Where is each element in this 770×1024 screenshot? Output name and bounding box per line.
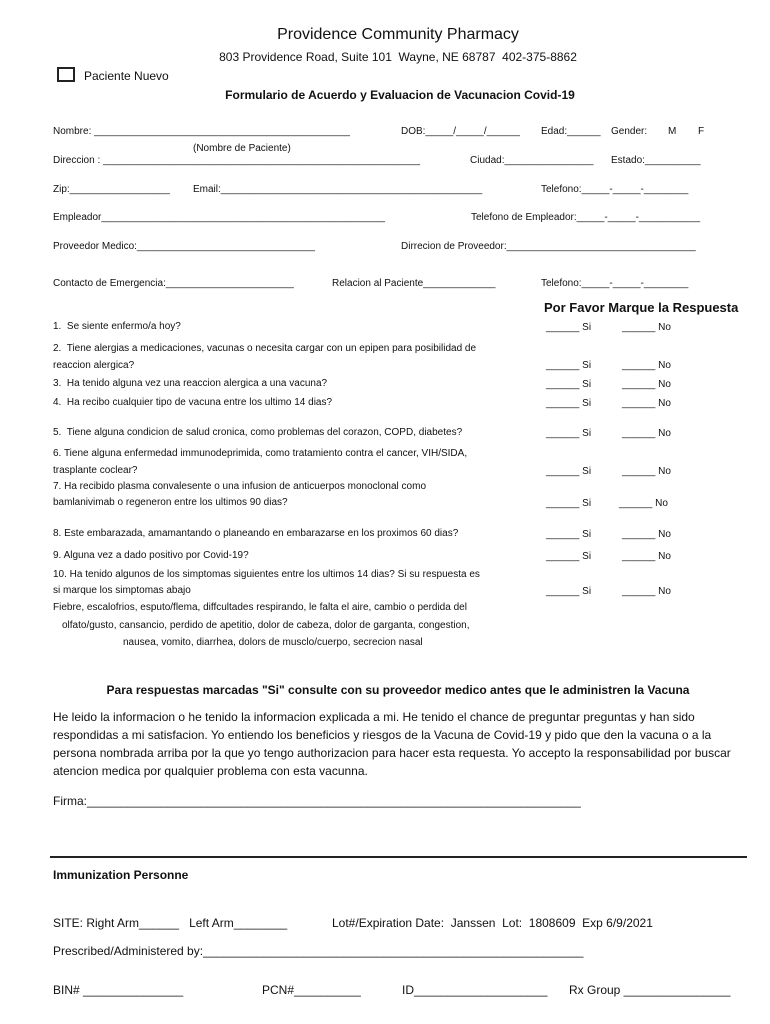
- id-field[interactable]: ID____________________: [402, 983, 548, 997]
- relacion-field[interactable]: Relacion al Paciente_____________: [332, 278, 496, 289]
- answer-si[interactable]: ______ Si: [546, 498, 592, 509]
- direccion-field[interactable]: Direccion : _________________________________________________________: [53, 155, 421, 166]
- answer-no[interactable]: ______ No: [622, 428, 671, 439]
- symptoms-line-1: Fiebre, escalofrios, esputo/flema, diffcultades respirando, le falta el aire, cambio o perdida del: [53, 602, 467, 613]
- answer-no[interactable]: ______ No: [622, 466, 671, 477]
- nombre-hint: (Nombre de Paciente): [193, 143, 291, 154]
- answer-no[interactable]: ______ No: [622, 379, 671, 390]
- gender-m-option[interactable]: M: [668, 126, 677, 137]
- nombre-field[interactable]: Nombre: ______________________________________________: [53, 126, 350, 137]
- question-7: 7. Ha recibido plasma convalesente o una infusion de anticuerpos monoclonal como: [53, 481, 427, 492]
- site-field[interactable]: SITE: Right Arm______ Left Arm________: [53, 916, 288, 930]
- answer-si[interactable]: ______ Si: [546, 586, 592, 597]
- answer-no[interactable]: ______ No: [622, 398, 671, 409]
- gender-f-option[interactable]: F: [698, 126, 705, 137]
- ciudad-field[interactable]: Ciudad:________________: [470, 155, 594, 166]
- answer-no[interactable]: ______ No: [622, 586, 671, 597]
- form-title: Formulario de Acuerdo y Evaluacion de Vacunacion Covid-19: [225, 88, 575, 102]
- question-6: 6. Tiene alguna enfermedad immunodeprimida, como tratamiento contra el cancer, VIH/SIDA,: [53, 448, 468, 459]
- gender-label: Gender:: [611, 126, 648, 137]
- dob-field[interactable]: DOB:_____/_____/______: [401, 126, 520, 137]
- pharmacy-name: Providence Community Pharmacy: [277, 26, 519, 43]
- answer-no[interactable]: ______ No: [622, 322, 671, 333]
- answer-no[interactable]: ______ No: [619, 498, 668, 509]
- question-5: 5. Tiene alguna condicion de salud cronica, como problemas del corazon, COPD, diabetes?: [53, 427, 463, 438]
- consult-warning: Para respuestas marcadas "Si" consulte con su proveedor medico antes que le administren la Vacuna: [106, 683, 690, 697]
- consent-paragraph: He leido la informacion o he tenido la informacion explicada a mi. He tenido el chance de preguntar preguntas y han sido respondidas a mi satisfacion. Yo entiendo los beneficios y riesgos de la Vacuna de Covid-19 y pido que den la vacuna o a la persona nombrada arriba por la que yo tengo authorizacion para hacer esta requesta. Yo accepto la responsabilidad por buscar atencion medica por qualquier problema con esta vacunna.: [53, 710, 731, 778]
- edad-field[interactable]: Edad:______: [541, 126, 601, 137]
- estado-field[interactable]: Estado:__________: [611, 155, 701, 166]
- contacto-emergencia-field[interactable]: Contacto de Emergencia:_______________________: [53, 278, 294, 289]
- symptoms-line-2: olfato/gusto, cansancio, perdido de apetitio, dolor de cabeza, dolor de garganta, congestion,: [62, 620, 470, 631]
- answer-si[interactable]: ______ Si: [546, 398, 592, 409]
- new-patient-checkbox[interactable]: [57, 67, 75, 82]
- question-2-cont: reaccion alergica?: [53, 360, 135, 371]
- answer-si[interactable]: ______ Si: [546, 322, 592, 333]
- question-3: 3. Ha tenido alguna vez una reaccion alergica a una vacuna?: [53, 378, 328, 389]
- answer-no[interactable]: ______ No: [622, 551, 671, 562]
- answer-si[interactable]: ______ Si: [546, 466, 592, 477]
- answer-si[interactable]: ______ Si: [546, 551, 592, 562]
- question-1: 1. Se siente enfermo/a hoy?: [53, 321, 181, 332]
- immunization-title: Immunization Personne: [53, 868, 189, 882]
- new-patient-label: Paciente Nuevo: [84, 69, 169, 83]
- symptoms-line-3: nausea, vomito, diarrhea, dolors de musclo/cuerpo, secrecion nasal: [123, 637, 423, 648]
- question-4: 4. Ha recibo cualquier tipo de vacuna entre los ultimo 14 dias?: [53, 397, 333, 408]
- question-7-cont: bamlanivimab o regeneron entre los ultimos 90 dias?: [53, 497, 288, 508]
- empleador-field[interactable]: Empleador___________________________________________________: [53, 212, 385, 223]
- answer-si[interactable]: ______ Si: [546, 529, 592, 540]
- answer-si[interactable]: ______ Si: [546, 360, 592, 371]
- direccion-proveedor-field[interactable]: Dirrecion de Proveedor:__________________________________: [401, 241, 696, 252]
- telefono-field[interactable]: Telefono:_____-_____-________: [541, 184, 689, 195]
- prescribed-by-field[interactable]: Prescribed/Administered by:_________________________________________________________: [53, 944, 584, 958]
- proveedor-field[interactable]: Proveedor Medico:________________________________: [53, 241, 315, 252]
- email-field[interactable]: Email:_______________________________________________: [193, 184, 483, 195]
- question-2: 2. Tiene alergias a medicaciones, vacunas o necesita cargar con un epipen para posibilidad de: [53, 343, 477, 354]
- section-divider: [50, 856, 747, 858]
- telefono-contacto-field[interactable]: Telefono:_____-_____-________: [541, 278, 689, 289]
- question-6-cont: trasplante coclear?: [53, 465, 138, 476]
- answer-heading: Por Favor Marque la Respuesta: [544, 300, 739, 315]
- bin-field[interactable]: BIN# _______________: [53, 983, 184, 997]
- question-10: 10. Ha tenido algunos de los simptomas siguientes entre los ultimos 14 dias? Si su respuesta es: [53, 569, 480, 580]
- pharmacy-address: 803 Providence Road, Suite 101 Wayne, NE 68787 402-375-8862: [219, 50, 577, 64]
- question-9: 9. Alguna vez a dado positivo por Covid-19?: [53, 550, 249, 561]
- question-8: 8. Este embarazada, amamantando o planeando en embarazarse en los proximos 60 dias?: [53, 528, 459, 539]
- answer-si[interactable]: ______ Si: [546, 428, 592, 439]
- answer-si[interactable]: ______ Si: [546, 379, 592, 390]
- answer-no[interactable]: ______ No: [622, 529, 671, 540]
- telefono-empleador-field[interactable]: Telefono de Empleador:_____-_____-___________: [471, 212, 701, 223]
- zip-field[interactable]: Zip:__________________: [53, 184, 170, 195]
- question-10-cont: si marque los simptomas abajo: [53, 585, 191, 596]
- pcn-field[interactable]: PCN#__________: [262, 983, 361, 997]
- rx-group-field[interactable]: Rx Group ________________: [569, 983, 731, 997]
- answer-no[interactable]: ______ No: [622, 360, 671, 371]
- signature-field[interactable]: Firma:__________________________________________________________________________: [53, 794, 581, 808]
- lot-expiration: Lot#/Expiration Date: Janssen Lot: 1808609 Exp 6/9/2021: [332, 916, 653, 930]
